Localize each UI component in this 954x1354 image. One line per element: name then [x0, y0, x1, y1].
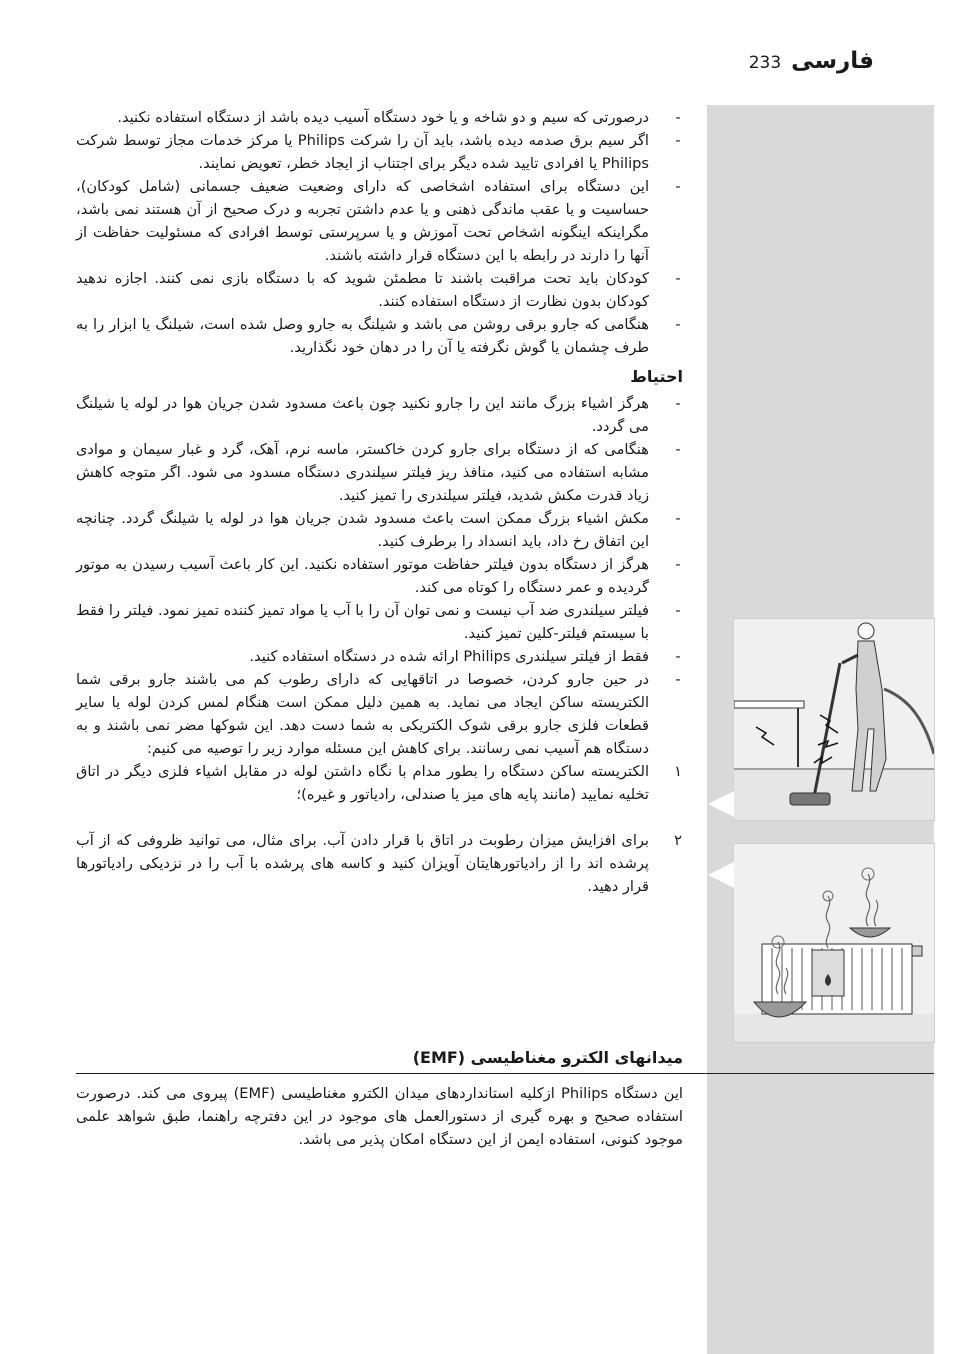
caution-text: هرگز اشیاء بزرگ مانند این را جارو نکنید چون باعث مسدود شدن جریان هوا در لوله یا شیلنگ می گردد.	[76, 395, 649, 435]
caution-text: هنگامی که از دستگاه برای جارو کردن خاکستر، ماسه نرم، آهک، گرد و غبار سیمان و موادی مشابه استفاده می کنید، منافذ ریز فیلتر سیلندری دستگاه مسدود می شود. اگر متوجه کاهش زیاد قدرت مکش شدید، فیلتر سیلندری را تمیز کنید.	[76, 441, 649, 504]
list-item	[76, 645, 683, 668]
caution-text: فقط از فیلتر سیلندری Philips ارائه شده در دستگاه استفاده کنید.	[249, 648, 649, 665]
list-item	[76, 668, 683, 760]
caution-heading: احتیاط	[630, 367, 683, 386]
list-item	[76, 507, 683, 553]
dash-marker: -	[675, 602, 681, 619]
list-item	[76, 106, 683, 129]
dash-marker: -	[675, 109, 681, 126]
step-text: الکتریسته ساکن دستگاه را بطور مدام با نگاه داشتن لوله در مقابل اشیاء فلزی دیگر در اتاق تخلیه نمایید (مانند پایه های میز یا صندلی، رادیاتور و غیره)؛	[76, 763, 649, 803]
warnings-section	[76, 106, 683, 898]
warning-text: درصورتی که سیم و دو شاخه و یا خود دستگاه آسیب دیده باشد از دستگاه استفاده نکنید.	[117, 109, 649, 126]
list-item	[76, 553, 683, 599]
caution-text: هرگز از دستگاه بدون فیلتر حفاظت موتور استفاده نکنید. این کار باعث آسیب رسیدن به موتور گردیده و عمر دستگاه را کوتاه می کند.	[76, 556, 649, 596]
warning-text: این دستگاه برای استفاده اشخاصی که دارای وضعیت ضعیف جسمانی (شامل کودکان)، حساسیت و یا عقب ماندگی ذهنی و یا عدم داشتن تجربه و درک صحیح از آن هستند نمی باشد، مگراینکه اینگونه اشخاص تحت آموزش و یا سرپرستی توسط افرادی که مسئولیت حفاظت از آنها را دارند در رابطه با این دستگاه قرار داشته باشند.	[76, 178, 649, 264]
step-number: ۲	[674, 832, 682, 849]
list-item	[76, 438, 683, 507]
list-item	[76, 313, 683, 359]
page-number: 233	[748, 53, 782, 73]
caution-text: فیلتر سیلندری ضد آب نیست و نمی توان آن را با آب یا مواد تمیز کننده تمیز نمود. فیلتر را فقط با سیستم فیلتر-کلین تمیز کنید.	[76, 602, 649, 642]
caution-list	[76, 392, 683, 760]
warning-text: اگر سیم برق صدمه دیده باشد، باید آن را شرکت Philips یا مرکز خدمات مجاز توسط شرکت Philips یا افرادی تایید شده دیگر برای اجتناب از ایجاد خطر، تعویض نمایند.	[76, 132, 649, 172]
section-divider	[76, 1073, 934, 1074]
steps-list	[76, 760, 683, 898]
dash-marker: -	[675, 671, 681, 688]
radiator-illustration	[733, 843, 935, 1043]
step-number: ۱	[674, 763, 682, 780]
dash-marker: -	[675, 178, 681, 195]
vacuum-illustration	[733, 618, 935, 821]
emf-heading: میدانهای الکترو مغناطیسی (EMF)	[412, 1048, 683, 1067]
step-item	[76, 760, 683, 806]
page-header	[749, 48, 874, 74]
caution-text: مکش اشیاء بزرگ ممکن است باعث مسدود شدن جریان هوا در لوله یا شیلنگ گردد. چنانچه این اتفاق رخ داد، باید انسداد را برطرف کنید.	[76, 510, 649, 550]
list-item	[76, 599, 683, 645]
step-text: برای افزایش میزان رطوبت در اتاق با قرار دادن آب. برای مثال، می توانید ظروفی که از آب پرشده اند را از رادیاتورهایتان آویزان کنید و کاسه های پرشده با آب را در نزدیکی رادیاتورها قرار دهید.	[76, 832, 649, 895]
vacuum-static-image	[734, 619, 934, 820]
illustration-pointer	[708, 862, 734, 888]
dash-marker: -	[675, 556, 681, 573]
dash-marker: -	[675, 395, 681, 412]
dash-marker: -	[675, 648, 681, 665]
warning-text: هنگامی که جارو برقی روشن می باشد و شیلنگ به جارو وصل شده است، شیلنگ یا ابزار را به طرف چشمان یا گوش نگرفته یا آن را در دهان خود نگذارید.	[76, 316, 649, 356]
list-item	[76, 129, 683, 175]
language-title: فارسی	[791, 48, 874, 74]
warning-text: کودکان باید تحت مراقبت باشند تا مطمئن شوید که با دستگاه بازی نمی کنند. اجازه ندهید کودکان بدون نظارت از دستگاه استفاده کنند.	[76, 270, 649, 310]
warnings-list	[76, 106, 683, 359]
emf-paragraph: این دستگاه Philips ازکلیه استانداردهای میدان الکترو مغناطیسی (EMF) پیروی می کند. درصورت استفاده صحیح و بهره گیری از دستورالعمل های موجود در این دفترچه راهنما، طبق شواهد علمی موجود کنونی، استفاده ایمن از این دستگاه امکان پذیر می باشد.	[76, 1085, 683, 1148]
list-item	[76, 392, 683, 438]
caution-text: در حین جارو کردن، خصوصا در اتاقهایی که دارای رطوب کم می باشند جارو برقی شما الکتریسته ساکن ایجاد می نماید. به همین دلیل ممکن است هنگام لمس کردن لوله یا سایر قطعات فلزی جارو برقی شوک الکتریکی به شما دست دهد. این شوکها مضر نمی باشند و به دستگاه هم آسیب نمی رسانند. برای کاهش این مسئله موارد زیر را توصیه می کنیم:	[76, 671, 649, 757]
dash-marker: -	[675, 510, 681, 527]
dash-marker: -	[675, 316, 681, 333]
list-item	[76, 175, 683, 267]
dash-marker: -	[675, 441, 681, 458]
list-item	[76, 267, 683, 313]
dash-marker: -	[675, 270, 681, 287]
illustration-pointer	[708, 791, 734, 817]
radiator-humidity-image	[734, 844, 934, 1042]
dash-marker: -	[675, 132, 681, 149]
step-item	[76, 829, 683, 898]
